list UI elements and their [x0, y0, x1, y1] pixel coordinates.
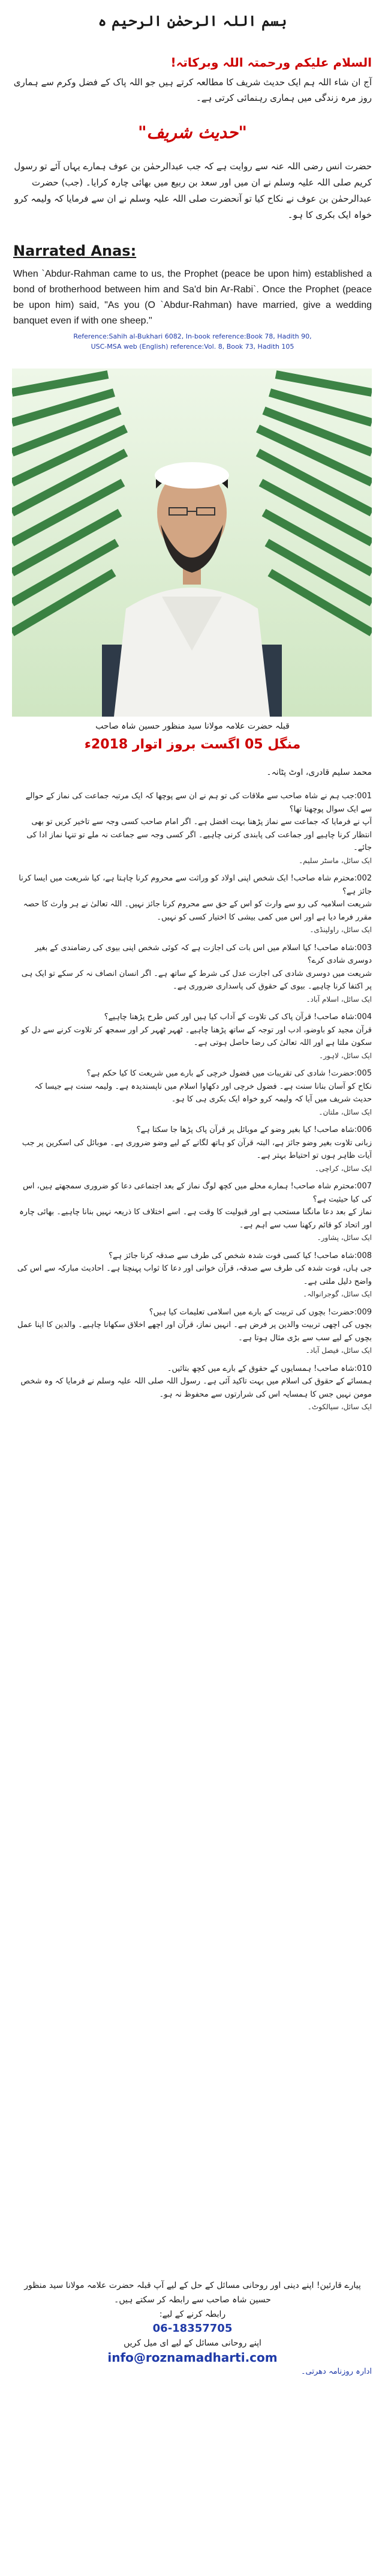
qa-question: 004:شاہ صاحب! قرآن پاک کی تلاوت کے آداب کیا ہیں اور کس طرح پڑھنا چاہیے؟ [104, 1013, 372, 1022]
contact-label: رابطہ کرنے کے لیے: [159, 2310, 226, 2319]
qa-question: 003:شاہ صاحب! کیا اسلام میں اس بات کی اجازت ہے کہ کوئی شخص اپنی بیوی کی رضامندی کے بغیر دوسری شادی کرے؟ [35, 943, 372, 965]
qa-question: 009:حضرت! بچوں کی تربیت کے بارے میں اسلامی تعلیمات کیا ہیں؟ [149, 1307, 372, 1317]
email-note: اپنے روحانی مسائل کے لیے ای میل کریں [124, 2338, 261, 2348]
narrated-heading: Narrated Anas: [13, 242, 137, 259]
salam-greeting: السلام علیکم ورحمتہ اللہ وبرکاتہ! [170, 55, 372, 70]
qa-question: 001:جب ہم نے شاہ صاحب سے ملاقات کی تو ہم نے ان سے پوچھا کہ ایک مرتبہ جماعت کی نماز کے حوالے سے ایک سوال پوچھنا تھا؟ [25, 792, 372, 814]
qa-sender: ایک سائل، پشاور۔ [317, 1233, 372, 1242]
qa-answer: ہمسائے کے حقوق کی اسلام میں بہت تاکید آئی ہے۔ رسول اللہ صلی اللہ علیہ وسلم نے فرمایا کہ وہ شخص مومن نہیں جس کا ہمسایہ اس کی شرارتوں سے محفوظ نہ ہو۔ [20, 1377, 372, 1399]
qa-question: 008:شاہ صاحب! کیا کسی فوت شدہ شخص کی طرف سے صدقہ کرنا جائز ہے؟ [109, 1251, 372, 1260]
photo-caption: قبلہ حضرت علامہ مولانا سید منظور حسین شاہ صاحب [95, 721, 290, 731]
qa-item [13, 872, 372, 937]
qa-section [13, 790, 372, 2278]
footer-paragraph: پیارے قارئین! اپنے دینی اور روحانی مسائل کے حل کے لیے آپ قبلہ حضرت علامہ مولانا سید منظور حسین شاہ صاحب سے رابطہ کر سکتے ہیں۔ [24, 2281, 361, 2305]
qa-item [13, 1250, 372, 1301]
scholar-photo [12, 369, 372, 717]
qa-answer: بچوں کی اچھی تربیت والدین پر فرض ہے۔ انہیں نماز، قرآن اور اچھے اخلاق سکھانا چاہیے۔ والدین کا اپنا عمل بچوں کے لیے سب سے بڑی مثال ہوتا ہے۔ [17, 1320, 372, 1343]
author-line: محمد سلیم قادری، اوٹ پٹانہ۔ [266, 768, 372, 777]
qa-sender: ایک سائل، اسلام آباد۔ [306, 995, 372, 1004]
qa-sender: ایک سائل، کراچی۔ [314, 1164, 372, 1173]
qa-sender: ایک سائل، فیصل آباد۔ [305, 1346, 372, 1355]
footer-signature: ادارہ روزنامہ دھرتی۔ [300, 2367, 372, 2376]
date-line: منگل 05 اگست بروز اتوار 2018ء [84, 737, 301, 752]
qa-answer: شریعت اسلامیہ کی رو سے وارث کو اس کے حق سے محروم کرنا جائز نہیں۔ اللہ تعالیٰ نے ہر وارث کا حصہ مقرر فرما دیا ہے اور اس میں کمی بیشی کا اختیار کسی کو نہیں۔ [23, 900, 372, 922]
qa-answer: قرآن مجید کو باوضو، ادب اور توجہ کے ساتھ پڑھنا چاہیے۔ ٹھہر ٹھہر کر اور سمجھ کر تلاوت کرنے سے دل کو سکون ملتا ہے اور اللہ تعالیٰ کی رضا حاصل ہوتی ہے۔ [21, 1025, 372, 1047]
qa-question: 006:شاہ صاحب! کیا بغیر وضو کے موبائل پر قرآن پاک پڑھا جا سکتا ہے؟ [136, 1125, 372, 1134]
reference-line[interactable]: Reference:Sahih al-Bukhari 6082, In-book reference:Book 78, Hadith 90, [73, 333, 312, 340]
qa-answer: جی ہاں، فوت شدہ کی طرف سے صدقہ، قرآن خوانی اور دعا کا ثواب پہنچتا ہے۔ احادیث مبارکہ سے اس کی واضح دلیل ملتی ہے۔ [17, 1264, 372, 1286]
intro-paragraph: آج ان شاء اللہ ہم ایک حدیث شریف کا مطالعہ کرتے ہیں جو اللہ پاک کے فضل وکرم سے ہماری روز مرہ زندگی میں ہماری رہنمائی کرتی ہے۔ [13, 77, 372, 103]
contact-email[interactable]: info@roznamadharti.com [107, 2350, 278, 2365]
qa-question: 005:حضرت! شادی کی تقریبات میں فضول خرچی کے بارے میں شریعت کا کیا حکم ہے؟ [86, 1069, 372, 1078]
qa-answer: آپ نے فرمایا کہ جماعت سے نماز پڑھنا بہت افضل ہے۔ اگر امام صاحب کسی وجہ سے تاخیر کریں تو بھی انتظار کرنا چاہیے اور جماعت کی پابندی کرنی چاہیے۔ اگر کسی وجہ سے جماعت نہ ملے تو تنہا نماز ادا کی جائے۔ [26, 817, 372, 852]
narrated-english-text: When `Abdur-Rahman came to us, the Prophet (peace be upon him) established a bond of brotherhood between him and Sa'd bin Ar-Rabi`. Once the Prophet (peace be upon him) said, "As you (O `Abdur-Rahman) have married, give a wedding banquet even if with one sheep." [13, 269, 372, 326]
qa-item [13, 1124, 372, 1175]
qa-answer: نماز کے بعد دعا مانگنا مستحب ہے اور قبولیت کا وقت ہے۔ اسے اختلاف کا ذریعہ نہیں بنانا چاہیے۔ بھائی چارہ اور اتحاد کو قائم رکھنا سب سے اہم ہے۔ [19, 1208, 372, 1230]
reference-line[interactable]: USC-MSA web (English) reference:Vol. 8, Book 73, Hadith 105 [91, 343, 294, 351]
footer [13, 2278, 372, 2379]
qa-sender: ایک سائل، لاہور۔ [319, 1051, 372, 1060]
qa-answer: شریعت میں دوسری شادی کی اجازت عدل کی شرط کے ساتھ ہے۔ اگر انسان انصاف نہ کر سکے تو ایک ہی پر اکتفا کرنا چاہیے۔ بیوی کے حقوق کی پاسداری ضروری ہے۔ [21, 969, 372, 991]
qa-item [13, 1067, 372, 1119]
qa-question: 007:محترم شاہ صاحب! ہمارے محلے میں کچھ لوگ نماز کے بعد اجتماعی دعا کو ضروری سمجھتے ہیں، اس کی کیا حیثیت ہے؟ [23, 1182, 372, 1204]
qa-sender: ایک سائل، ماسٹر سلیم۔ [299, 856, 372, 865]
qa-item [13, 1180, 372, 1245]
hadith-references [13, 331, 372, 369]
qa-sender: ایک سائل، ملتان۔ [318, 1107, 372, 1116]
qa-question: 010:شاہ صاحب! ہمسایوں کے حقوق کے بارے میں کچھ بتائیں۔ [167, 1364, 372, 1373]
qa-item [13, 942, 372, 1007]
qa-item [13, 1011, 372, 1062]
qa-question: 002:محترم شاہ صاحب! ایک شخص اپنی اولاد کو وراثت سے محروم کرنا چاہتا ہے، کیا شریعت میں ایسا کرنا جائز ہے؟ [19, 874, 372, 896]
contact-phone[interactable]: 06-18357705 [152, 2322, 233, 2335]
qa-answer: نکاح کو آسان بنانا سنت ہے۔ فضول خرچی اور دکھاوا اسلام میں ناپسندیدہ ہے۔ ولیمہ سنت ہے جیسا کہ حدیث شریف میں آیا کہ ولیمہ کرو خواہ ایک بکری ہی کا ہو۔ [34, 1082, 372, 1104]
bismillah-heading: بسم اللہ الرحمٰن الرحیم ہ [98, 12, 287, 29]
qa-sender: ایک سائل، سیالکوٹ۔ [307, 1403, 372, 1411]
hadith-urdu-text: حضرت انس رضی اللہ عنہ سے روایت ہے کہ جب عبدالرحمٰن بن عوف ہمارے یہاں آئے تو رسول کریم صلی اللہ علیہ وسلم نے ان میں اور سعد بن ربیع میں بھائی چارہ کرایا۔ (جب) حضرت عبدالرحمٰن بن عوف نے نکاح کیا تو آنحضرت صلی اللہ علیہ وسلم نے ان سے فرمایا کہ ولیمہ کرو خواہ ایک بکری کا ہو۔ [14, 161, 372, 220]
qa-answer: زبانی تلاوت بغیر وضو جائز ہے، البتہ قرآن کو ہاتھ لگانے کے لیے وضو ضروری ہے۔ موبائل کی اسکرین پر جب آیات ظاہر ہوں تو احتیاط بہتر ہے۔ [22, 1138, 372, 1160]
qa-sender: ایک سائل، راولپنڈی۔ [309, 925, 372, 934]
qa-item [13, 790, 372, 867]
qa-item [13, 1306, 372, 1358]
qa-sender: ایک سائل، گوجرانوالہ۔ [303, 1290, 372, 1298]
qa-item [13, 1362, 372, 1414]
hadith-title: "حدیث شریف" [138, 122, 247, 142]
